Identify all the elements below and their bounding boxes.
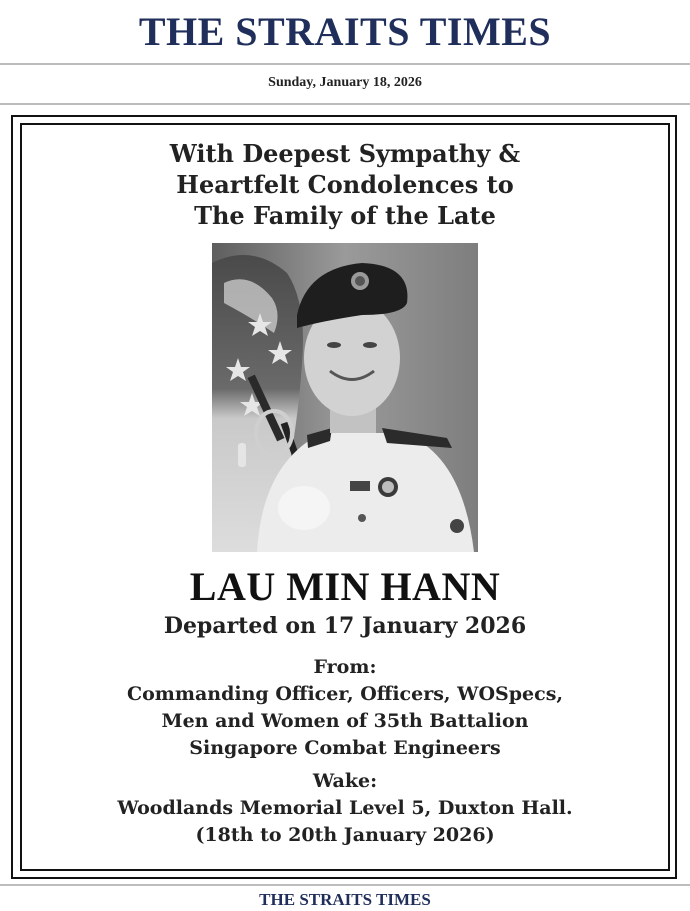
masthead (0, 0, 690, 62)
wake-line: Woodlands Memorial Level 5, Duxton Hall. (117, 797, 573, 819)
divider (0, 884, 690, 886)
dateline: Sunday, January 18, 2026 (268, 75, 422, 90)
footer-logo: THE STRAITS TIMES (259, 890, 431, 909)
departed-date: Departed on 17 January 2026 (163, 613, 527, 639)
heading-line: Heartfelt Condolences to (176, 170, 514, 199)
divider (0, 63, 690, 65)
masthead-title: THE STRAITS TIMES (138, 9, 552, 54)
wake-label: Wake: (312, 770, 378, 792)
wake-line: (18th to 20th January 2026) (195, 824, 495, 846)
from-line: Singapore Combat Engineers (189, 737, 501, 759)
heading-line: The Family of the Late (194, 201, 496, 230)
deceased-name: LAU MIN HANN (189, 564, 501, 609)
portrait-photo (212, 243, 478, 552)
from-label: From: (313, 656, 377, 678)
from-line: Commanding Officer, Officers, WOSpecs, (126, 683, 564, 705)
divider (0, 103, 690, 105)
heading-line: With Deepest Sympathy & (169, 139, 521, 168)
from-line: Men and Women of 35th Battalion (161, 710, 529, 732)
